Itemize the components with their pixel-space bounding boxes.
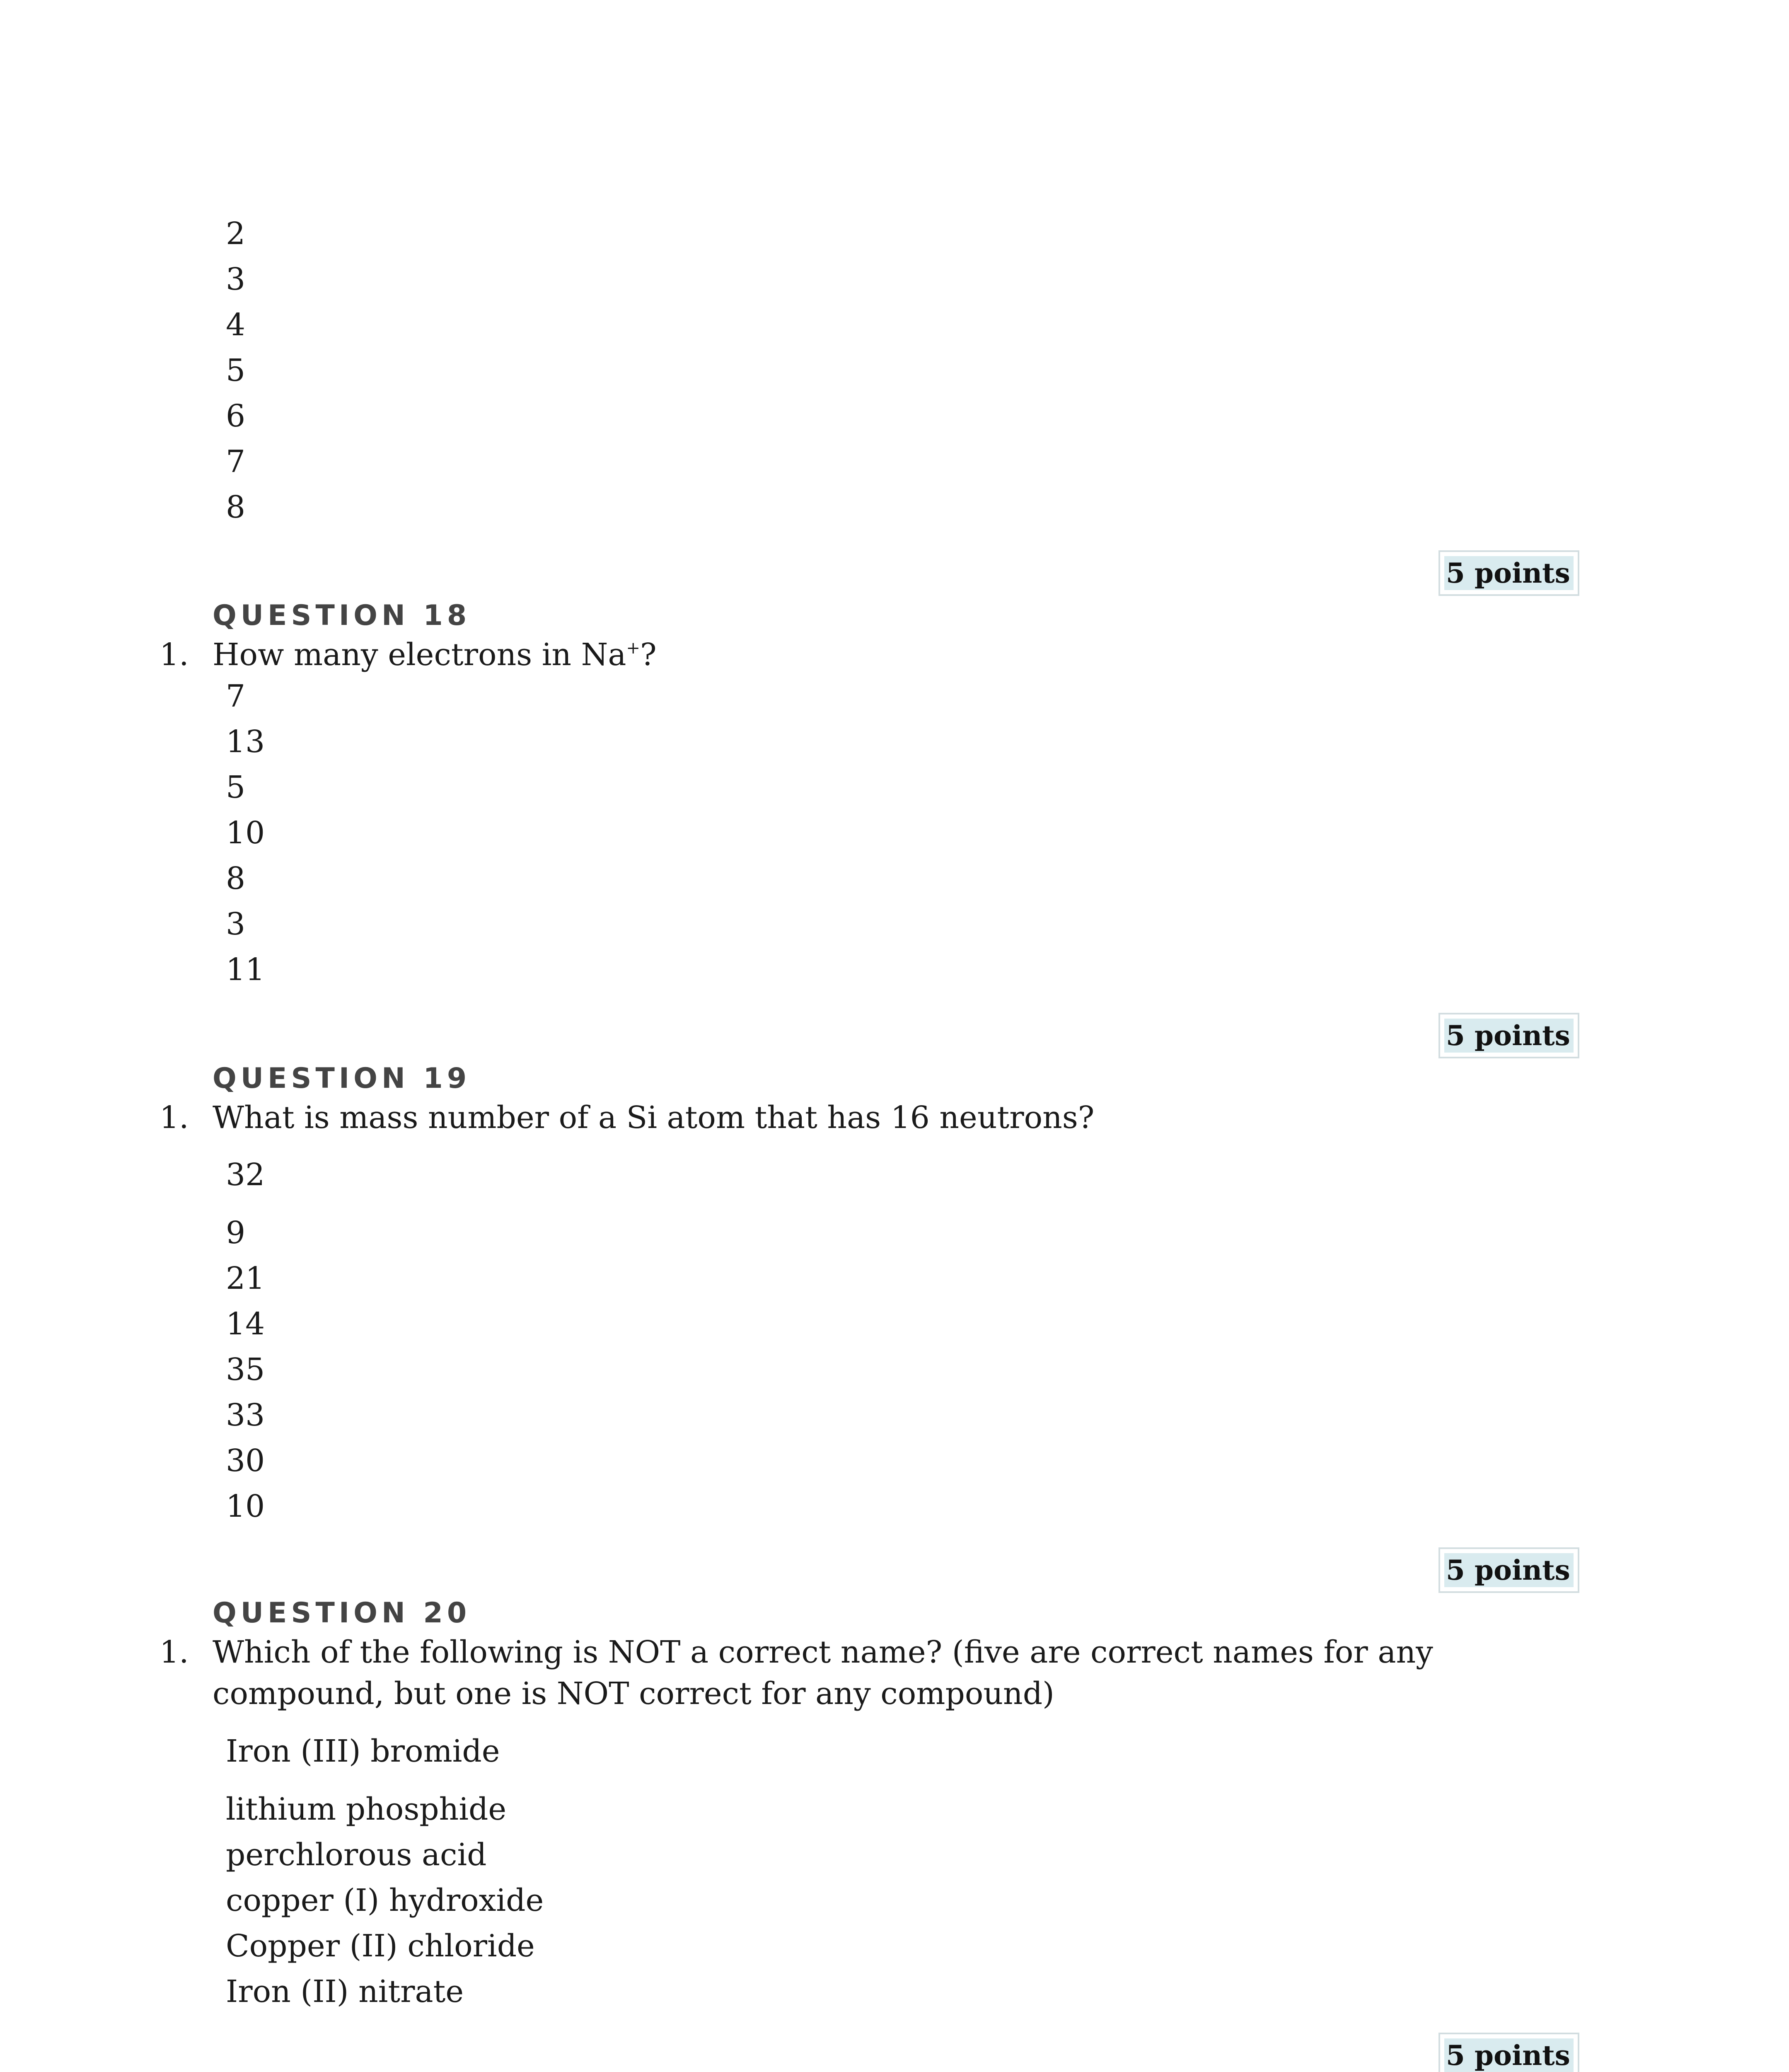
answer-option[interactable]: 4 [226,307,246,343]
answer-option[interactable]: 5 [226,770,246,805]
points-badge [1438,2033,1579,2072]
answer-option[interactable]: 35 [226,1352,265,1387]
answer-option[interactable]: 6 [226,398,246,434]
question-text-main: How many electrons in Na [213,637,626,673]
answer-option[interactable]: 14 [226,1306,265,1342]
question-text: Which of the following is NOT a correct name? (five are correct names for any compound, but one is NOT correct for any compound) [213,1634,1433,1711]
answer-option[interactable]: perchlorous acid [226,1837,487,1873]
points-label: 5 points [1446,1554,1570,1586]
question-number: 1. [160,1100,189,1135]
answer-option[interactable]: 21 [226,1261,265,1296]
answer-option[interactable]: 8 [226,489,246,525]
points-label: 5 points [1446,2039,1570,2072]
question-text: What is mass number of a Si atom that has 16 neutrons? [213,1100,1095,1135]
answer-option[interactable]: copper (I) hydroxide [226,1883,544,1918]
answer-option[interactable]: 8 [226,861,246,896]
answer-option[interactable]: 5 [226,353,246,388]
answer-option[interactable]: 2 [226,216,246,252]
answer-option[interactable]: Iron (III) bromide [226,1733,500,1769]
points-badge [1438,550,1579,596]
question-heading: QUESTION 20 [213,1597,471,1629]
answer-option[interactable]: 11 [226,952,265,988]
question-text [213,634,1580,675]
answer-option[interactable]: Iron (II) nitrate [226,1974,464,2009]
answer-option[interactable]: 33 [226,1397,265,1433]
answer-option[interactable]: 32 [226,1157,265,1193]
points-label: 5 points [1446,1019,1570,1052]
question-number: 1. [160,1634,189,1670]
answer-option[interactable]: 7 [226,678,246,714]
question-text-end: ? [640,637,657,673]
answer-option[interactable]: 10 [226,1489,265,1524]
points-label: 5 points [1446,557,1570,589]
answer-option[interactable]: lithium phosphide [226,1791,507,1827]
question-number: 1. [160,637,189,673]
answer-option[interactable]: 7 [226,444,246,479]
answer-option[interactable]: 30 [226,1443,265,1479]
answer-option[interactable]: 9 [226,1215,246,1251]
answer-option[interactable]: 3 [226,906,246,942]
question-heading: QUESTION 19 [213,1062,471,1095]
answer-option[interactable]: 13 [226,724,265,760]
points-badge [1438,1547,1579,1593]
answer-option[interactable]: 3 [226,261,246,297]
answer-option[interactable]: 10 [226,815,265,851]
superscript-charge: + [626,639,640,658]
points-badge [1438,1013,1579,1058]
answer-option[interactable]: Copper (II) chloride [226,1928,535,1964]
question-heading: QUESTION 18 [213,599,471,632]
